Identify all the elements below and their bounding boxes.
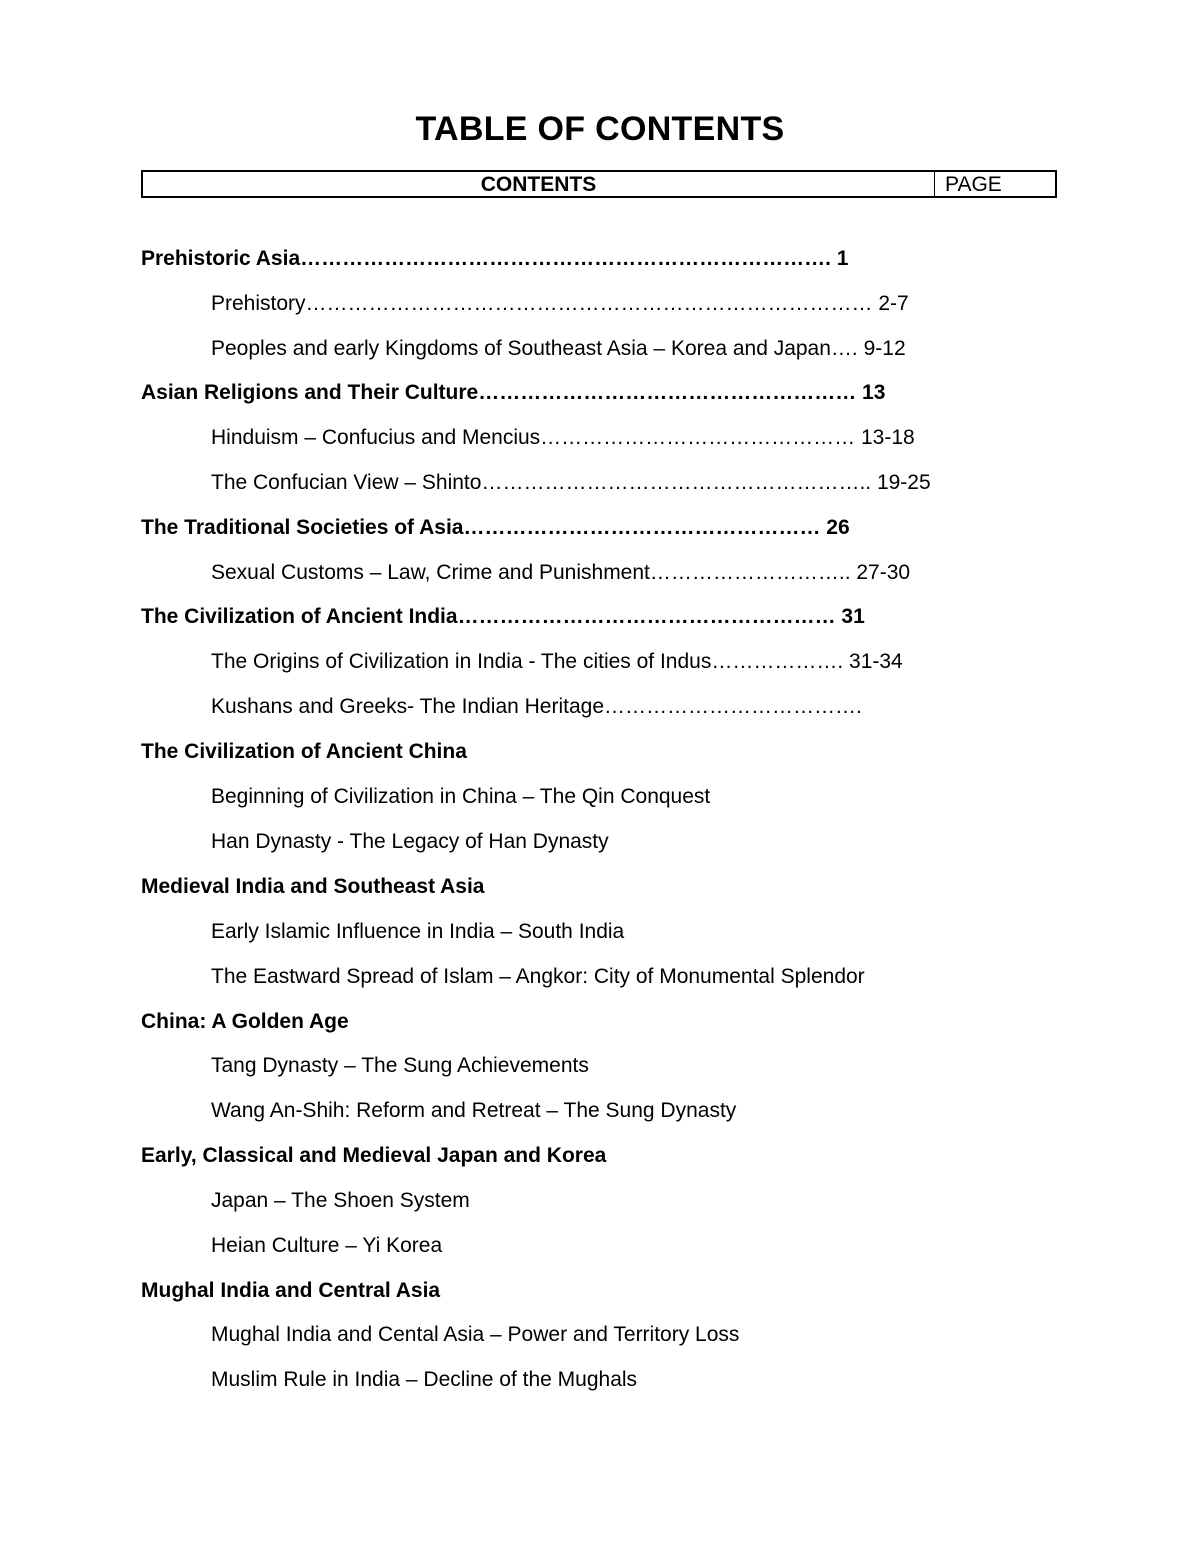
toc-entry-sub: Prehistory……………………………………………………………………… 2-7 (211, 292, 909, 315)
toc-entry-sub: The Eastward Spread of Islam – Angkor: City of Monumental Splendor (211, 965, 865, 988)
toc-entry-sub: Japan – The Shoen System (211, 1189, 470, 1212)
contents-column-header: CONTENTS (143, 172, 935, 196)
toc-entry-sub: Wang An-Shih: Reform and Retreat – The Sung Dynasty (211, 1099, 737, 1122)
toc-entry-sub: Peoples and early Kingdoms of Southeast Asia – Korea and Japan…. 9-12 (211, 337, 906, 360)
toc-entry-sub: Kushans and Greeks- The Indian Heritage………………………………. (211, 695, 862, 718)
toc-entry-sub: The Confucian View – Shinto……………………………………………….. 19-25 (211, 471, 931, 494)
toc-entry-main: The Civilization of Ancient India……………………………………………… 31 (141, 605, 865, 628)
toc-entry-main: Mughal India and Central Asia (141, 1279, 441, 1302)
page-title: TABLE OF CONTENTS (415, 110, 785, 148)
toc-entry-main: The Traditional Societies of Asia…………………………………………… 26 (141, 516, 850, 539)
toc-entry-sub: Beginning of Civilization in China – The Qin Conquest (211, 785, 711, 808)
toc-entry-main: Asian Religions and Their Culture……………………………………………… 13 (141, 381, 886, 404)
toc-entry-sub: Sexual Customs – Law, Crime and Punishment……………………….. 27-30 (211, 561, 911, 584)
toc-entry-sub: Early Islamic Influence in India – South India (211, 920, 625, 943)
toc-entry-sub: Tang Dynasty – The Sung Achievements (211, 1054, 589, 1077)
contents-header-table (141, 170, 1057, 198)
toc-entry-main: The Civilization of Ancient China (141, 740, 467, 763)
toc-entry-main: China: A Golden Age (141, 1010, 349, 1033)
toc-entry-main: Early, Classical and Medieval Japan and Korea (141, 1144, 607, 1167)
toc-entry-main: Medieval India and Southeast Asia (141, 875, 485, 898)
page-column-header: PAGE (945, 173, 1002, 196)
toc-entry-sub: Mughal India and Cental Asia – Power and Territory Loss (211, 1323, 740, 1346)
toc-entry-sub: The Origins of Civilization in India - The cities of Indus………………. 31-34 (211, 650, 903, 673)
toc-entry-main: Prehistoric Asia…………………………………………………………………. 1 (141, 247, 849, 270)
toc-entry-sub: Muslim Rule in India – Decline of the Mughals (211, 1368, 638, 1391)
toc-entry-sub: Hinduism – Confucius and Mencius……………………………………… 13-18 (211, 426, 915, 449)
toc-entry-sub: Han Dynasty - The Legacy of Han Dynasty (211, 830, 609, 853)
toc-entry-sub: Heian Culture – Yi Korea (211, 1234, 443, 1257)
